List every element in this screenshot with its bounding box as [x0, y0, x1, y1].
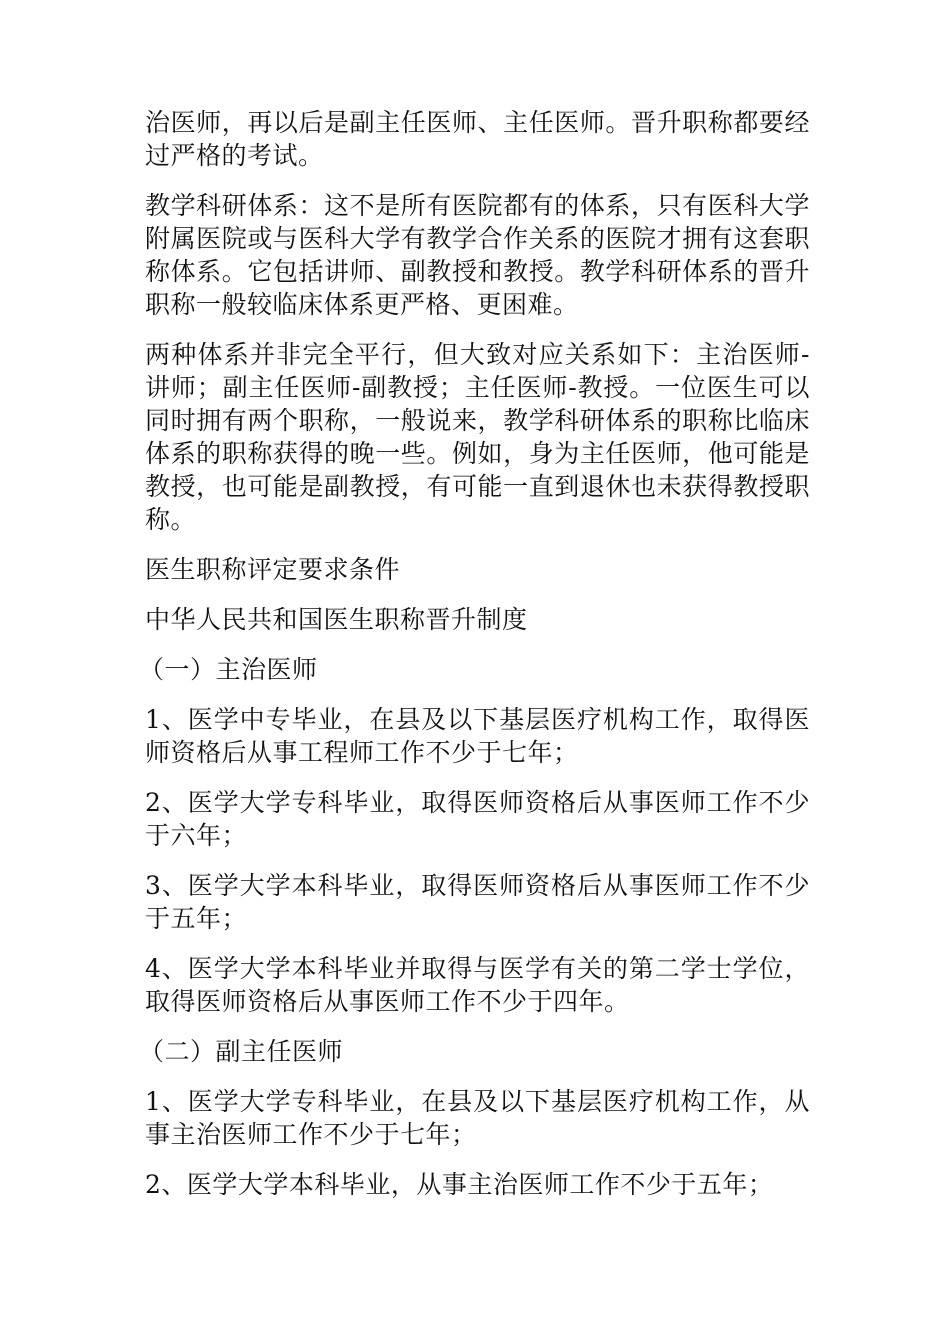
document-body: [139, 106, 810, 1218]
paragraph-system-correspondence: 两种体系并非完全平行，但大致对应关系如下：主治医师-讲师；副主任医师-副教授；主任医师-教授。一位医生可以同时拥有两个职称，一般说来，教学科研体系的职称比临床体系的职称获得的晚一些。例如，身为主任医师，他可能是教授，也可能是副教授，有可能一直到退休也未获得教授职称。: [145, 340, 810, 534]
list-item-associate-1: 1、医学大学专科毕业，在县及以下基层医疗机构工作，从事主治医师工作不少于七年；: [145, 1087, 810, 1149]
section-heading-requirements: 医生职称评定要求条件: [145, 555, 401, 584]
paragraph-teaching-research-system: 教学科研体系：这不是所有医院都有的体系，只有医科大学附属医院或与医科大学有教学合作关系的医院才拥有这套职称体系。它包括讲师、副教授和教授。教学科研体系的晋升职称一般较临床体系更严格、更困难。: [145, 191, 810, 319]
list-item-attending-2: 2、医学大学专科毕业，取得医师资格后从事医师工作不少于六年；: [145, 788, 810, 850]
list-item-attending-3: 3、医学大学本科毕业，取得医师资格后从事医师工作不少于五年；: [145, 871, 810, 933]
list-item-attending-1: 1、医学中专毕业，在县及以下基层医疗机构工作，取得医师资格后从事工程师工作不少于七年；: [145, 705, 810, 767]
subheading-attending-physician: （一）主治医师: [139, 655, 318, 684]
list-item-associate-2: 2、医学大学本科毕业，从事主治医师工作不少于五年；: [145, 1170, 774, 1199]
list-item-attending-4: 4、医学大学本科毕业并取得与医学有关的第二学士学位，取得医师资格后从事医师工作不少于四年。: [145, 954, 810, 1016]
subheading-associate-chief-physician: （二）副主任医师: [139, 1037, 344, 1066]
section-heading-promotion-system: 中华人民共和国医生职称晋升制度: [145, 605, 528, 634]
paragraph-promotion-exam: 治医师，再以后是副主任医师、主任医师。晋升职称都要经过严格的考试。: [145, 108, 810, 170]
